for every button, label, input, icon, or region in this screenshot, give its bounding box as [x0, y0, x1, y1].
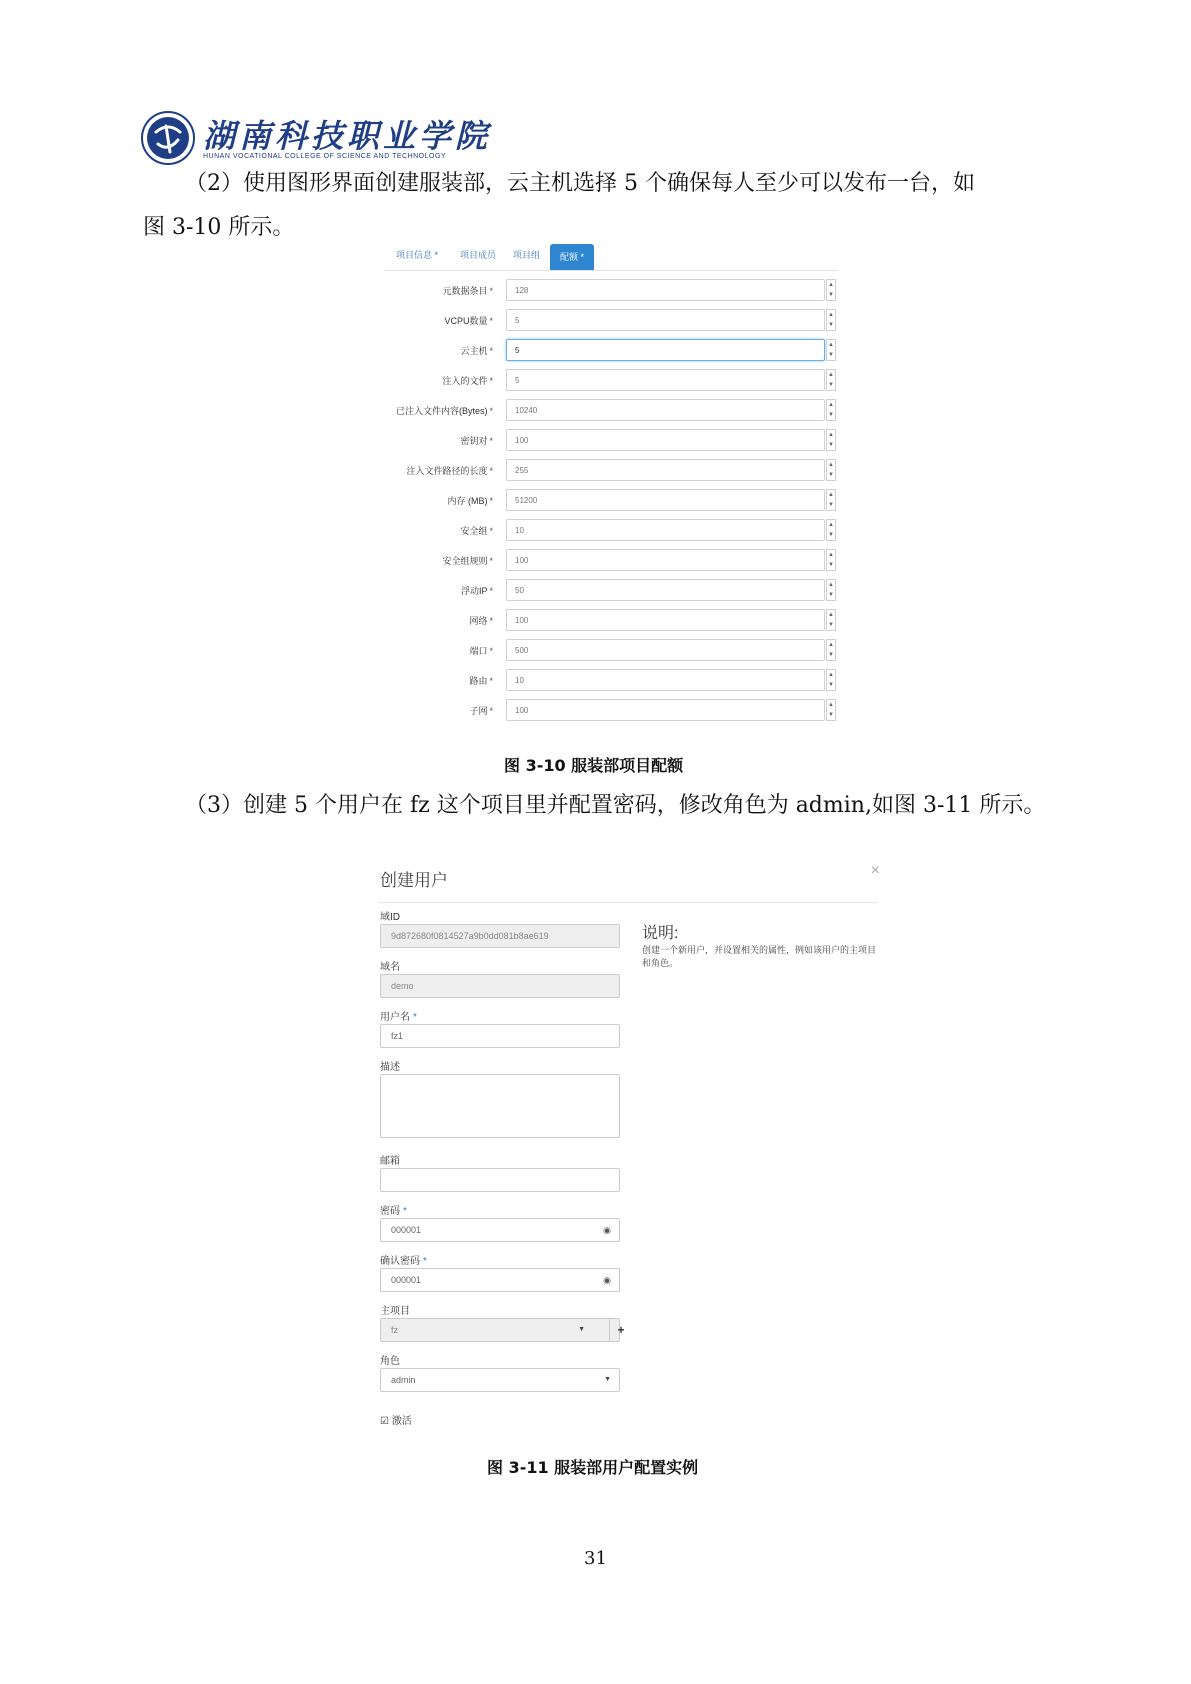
quota-label: 内存 (MB) * — [447, 496, 493, 506]
close-icon[interactable]: × — [870, 862, 880, 879]
tab-project-members[interactable]: 项目成员 — [460, 250, 497, 260]
tab-project-groups[interactable]: 项目组 — [513, 250, 541, 260]
quota-label: 密钥对 * — [460, 436, 493, 446]
quota-input[interactable]: 100 — [506, 699, 825, 721]
primary-project-value: fz — [391, 1325, 399, 1335]
password-input[interactable] — [380, 1218, 620, 1242]
quota-row — [384, 489, 838, 513]
spinner-icon[interactable]: ▲ ▼ — [826, 399, 836, 421]
quota-label: 安全组 * — [460, 526, 493, 536]
quota-row — [384, 279, 838, 303]
chevron-down-icon: ▼ — [578, 1326, 585, 1333]
paragraph-3: （3）创建 5 个用户在 fz 这个项目里并配置密码，修改角色为 admin,如图 3-11 所示。 — [185, 793, 1046, 818]
quota-row — [384, 699, 838, 723]
quota-input[interactable]: 255 — [506, 459, 825, 481]
quota-input[interactable]: 100 — [506, 429, 825, 451]
college-logo — [140, 108, 492, 170]
college-emblem-icon — [140, 110, 196, 166]
spinner-icon[interactable]: ▲ ▼ — [826, 339, 836, 361]
quota-row — [384, 459, 838, 483]
quota-row — [384, 609, 838, 633]
enabled-label: 激活 — [391, 1416, 412, 1427]
quota-input-focused[interactable]: 5 — [506, 339, 825, 361]
quota-input[interactable]: 10 — [506, 519, 825, 541]
domain-name-label: 域名 — [380, 962, 400, 973]
quota-input[interactable]: 128 — [506, 279, 825, 301]
description-label: 描述 — [380, 1062, 400, 1073]
eye-icon[interactable]: ◉ — [603, 1275, 611, 1285]
quota-input[interactable]: 10240 — [506, 399, 825, 421]
quota-label: VCPU数量 * — [444, 316, 493, 326]
quota-input[interactable]: 10 — [506, 669, 825, 691]
spinner-icon[interactable]: ▲ ▼ — [826, 579, 836, 601]
spinner-icon[interactable]: ▲ ▼ — [826, 459, 836, 481]
page-number: 31 — [584, 1548, 607, 1569]
figure-3-10-caption: 图 3-10 服装部项目配额 — [504, 756, 684, 775]
quota-input[interactable]: 50 — [506, 579, 825, 601]
description-textarea[interactable] — [380, 1074, 620, 1138]
quota-row — [384, 579, 838, 603]
spinner-icon[interactable]: ▲ ▼ — [826, 639, 836, 661]
quota-label: 注入文件路径的长度 * — [406, 466, 493, 476]
spinner-icon[interactable]: ▲ ▼ — [826, 519, 836, 541]
quota-label: 注入的文件 * — [442, 376, 493, 386]
confirm-password-label: 确认密码 * — [380, 1256, 427, 1267]
add-project-button[interactable]: + — [609, 1319, 632, 1341]
eye-icon[interactable]: ◉ — [603, 1225, 611, 1235]
primary-project-label: 主项目 — [380, 1306, 410, 1317]
confirm-password-value: 000001 — [391, 1275, 422, 1285]
domain-name-field: demo — [380, 974, 620, 998]
domain-id-label: 域ID — [380, 912, 400, 923]
role-select[interactable] — [380, 1368, 620, 1392]
spinner-icon[interactable]: ▲ ▼ — [826, 309, 836, 331]
logo-english-name: HUNAN VOCATIONAL COLLEGE OF SCIENCE AND TECHNOLOGY — [203, 153, 447, 160]
spinner-icon[interactable]: ▲ ▼ — [826, 609, 836, 631]
quota-row — [384, 399, 838, 423]
checkmark-icon: ☑ — [380, 1416, 389, 1427]
quota-row — [384, 519, 838, 543]
spinner-icon[interactable]: ▲ ▼ — [826, 549, 836, 571]
spinner-icon[interactable]: ▲ ▼ — [826, 699, 836, 721]
dialog-divider — [378, 902, 878, 903]
confirm-password-input[interactable] — [380, 1268, 620, 1292]
quota-row — [384, 429, 838, 453]
spinner-icon[interactable]: ▲ ▼ — [826, 669, 836, 691]
quota-label: 网络 * — [469, 616, 493, 626]
role-value: admin — [391, 1375, 416, 1385]
spinner-icon[interactable]: ▲ ▼ — [826, 489, 836, 511]
logo-chinese-name: 湖南科技职业学院 — [203, 117, 492, 155]
quota-label: 路由 * — [469, 676, 493, 686]
quota-row — [384, 669, 838, 693]
quota-label: 浮动IP * — [460, 586, 493, 596]
tab-quota[interactable]: 配额 * — [550, 244, 594, 270]
quota-input[interactable]: 500 — [506, 639, 825, 661]
quota-tabs — [384, 244, 838, 271]
quota-label: 子网 * — [469, 706, 493, 716]
email-label: 邮箱 — [380, 1156, 400, 1167]
domain-id-field: 9d872680f0814527a9b0dd081b8ae619 — [380, 924, 620, 948]
tab-project-info[interactable]: 项目信息 * — [396, 250, 439, 260]
dialog-title: 创建用户 — [380, 871, 448, 890]
quota-row — [384, 639, 838, 663]
quota-input[interactable]: 100 — [506, 609, 825, 631]
quota-row — [384, 339, 838, 363]
quota-input[interactable]: 5 — [506, 369, 825, 391]
paragraph-2-line-1: （2）使用图形界面创建服装部，云主机选择 5 个确保每人至少可以发布一台，如 — [185, 171, 975, 196]
quota-input[interactable]: 5 — [506, 309, 825, 331]
help-text: 创建一个新用户，并设置相关的属性，例如该用户的主项目和角色。 — [642, 945, 877, 968]
primary-project-select[interactable] — [380, 1318, 625, 1342]
quota-label: 安全组规则 * — [442, 556, 493, 566]
quota-label: 已注入文件内容(Bytes) * — [395, 406, 493, 416]
project-quota-figure — [384, 244, 838, 724]
enabled-checkbox[interactable] — [380, 1412, 412, 1427]
paragraph-2-line-2: 图 3-10 所示。 — [143, 215, 295, 240]
spinner-icon[interactable]: ▲ ▼ — [826, 279, 836, 301]
spinner-icon[interactable]: ▲ ▼ — [826, 429, 836, 451]
email-input[interactable] — [380, 1168, 620, 1192]
quota-label: 云主机 * — [460, 346, 493, 356]
quota-row — [384, 369, 838, 393]
spinner-icon[interactable]: ▲ ▼ — [826, 369, 836, 391]
role-label: 角色 — [380, 1356, 400, 1367]
quota-row — [384, 309, 838, 333]
quota-input[interactable]: 51200 — [506, 489, 825, 511]
quota-label: 元数据条目 * — [442, 286, 493, 296]
username-label: 用户名 * — [380, 1012, 417, 1023]
help-title: 说明: — [642, 925, 679, 942]
quota-row — [384, 549, 838, 573]
chevron-down-icon: ▼ — [604, 1376, 611, 1383]
create-user-dialog — [368, 850, 890, 1430]
quota-label: 端口 * — [469, 646, 493, 656]
quota-input[interactable]: 100 — [506, 549, 825, 571]
password-value: 000001 — [391, 1225, 422, 1235]
figure-3-11-caption: 图 3-11 服装部用户配置实例 — [487, 1458, 699, 1477]
username-input[interactable]: fz1 — [380, 1024, 620, 1048]
password-label: 密码 * — [380, 1206, 407, 1217]
